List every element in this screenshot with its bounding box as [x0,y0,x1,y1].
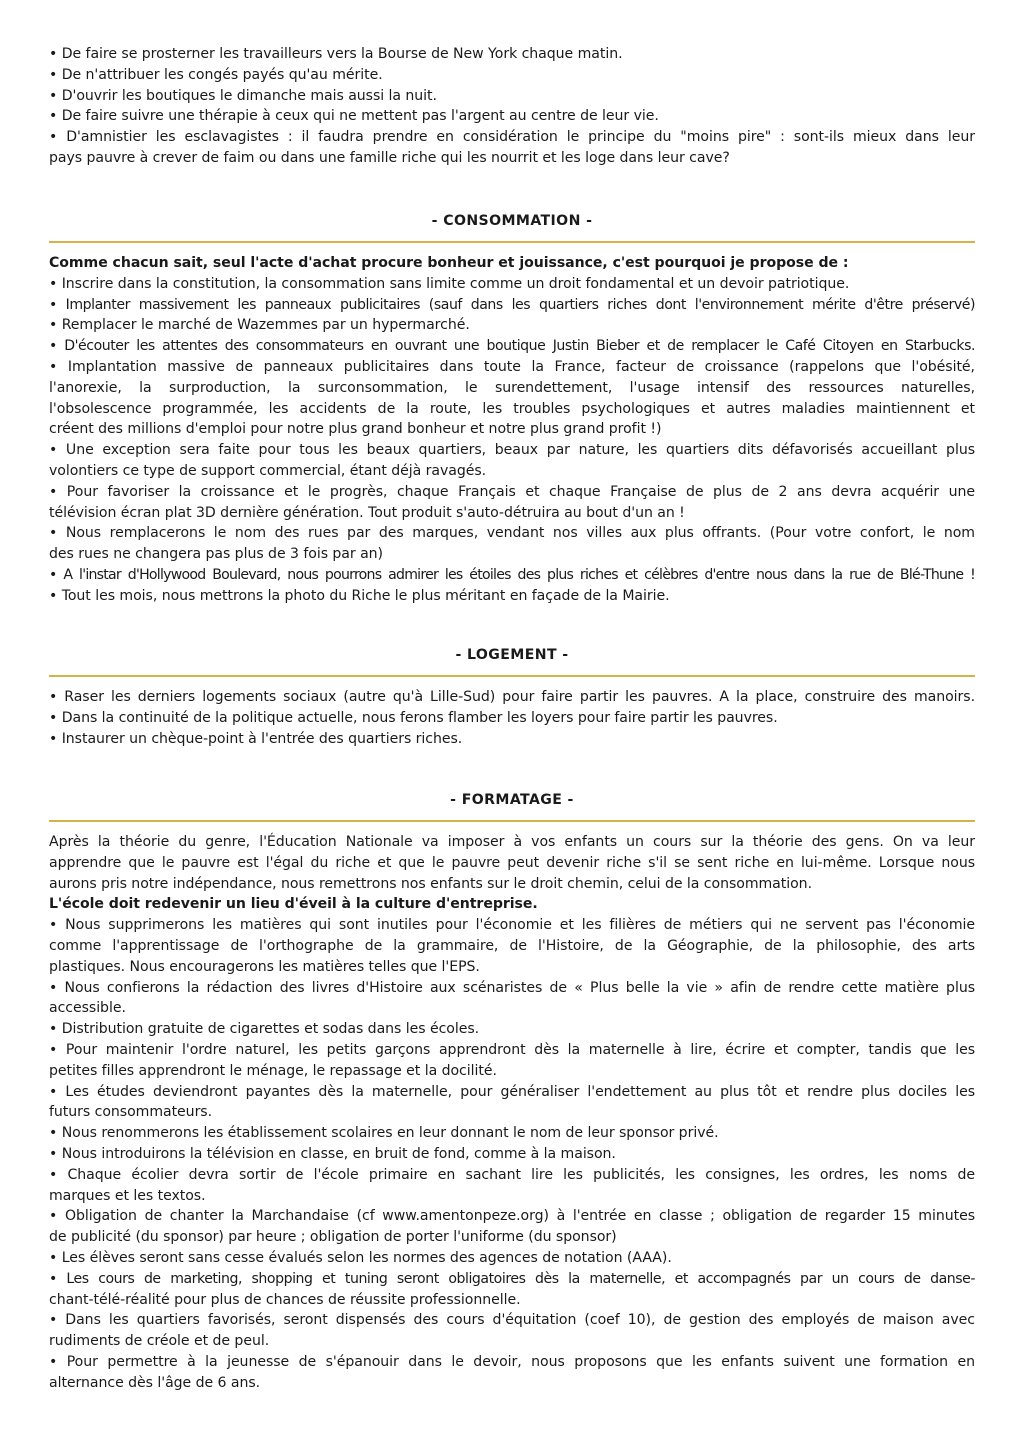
section-divider [49,675,975,677]
list-item: • Instaurer un chèque-point à l'entrée des quartiers riches. [49,730,463,747]
list-item: marques et les textos. [49,1187,206,1204]
list-item: des rues ne changera pas plus de 3 fois par an) [49,546,383,563]
list-item: • Chaque écolier devra sortir de l'école primaire en sachant lire les publicités, les consignes, les ordres, les noms de [49,1166,975,1183]
paragraph-line: apprendre que le pauvre est l'égal du riche et que le pauvre peut devenir riche s'il se sent riche en lui-même. Lorsque nous [49,854,975,871]
paragraph-line: aurons pris notre indépendance, nous remettrons nos enfants sur le droit chemin, celui de la consommation. [49,875,812,892]
list-item: • Remplacer le marché de Wazemmes par un hypermarché. [49,317,470,334]
list-item: • Dans les quartiers favorisés, seront dispensés des cours d'équitation (coef 10), de gestion des employés de maison avec [49,1312,975,1329]
list-item: l'obsolescence programmée, les accidents de la route, les troubles psychologiques et autres maladies maintiennent et [49,400,975,417]
intro-line: • D'amnistier les esclavagistes : il faudra prendre en considération le principe du "moins pire" : sont-ils mieux dans leur [49,129,975,146]
list-item: • Implanter massivement les panneaux publicitaires (sauf dans les quartiers riches dont l'environnement mérite d'être préservé) [49,296,975,313]
list-item: comme l'apprentissage de l'orthographe de la grammaire, de l'Histoire, de la Géographie, de la philosophie, des arts [49,937,975,954]
list-item: • Tout les mois, nous mettrons la photo du Riche le plus méritant en façade de la Mairie. [49,587,670,604]
list-item: • Les études deviendront payantes dès la maternelle, pour généraliser l'endettement au plus tôt et rendre plus dociles les [49,1083,975,1100]
list-item: • Obligation de chanter la Marchandaise (cf www.amentonpeze.org) à l'entrée en classe ; obligation de regarder 15 minutes [49,1208,975,1225]
list-item: • Pour favoriser la croissance et le progrès, chaque Français et chaque Française de plus de 2 ans devra acquérir une [49,483,975,500]
section-intro: Comme chacun sait, seul l'acte d'achat procure bonheur et jouissance, c'est pourquoi je propose de : [49,255,849,271]
emphasis-line: L'école doit redevenir un lieu d'éveil à la culture d'entreprise. [49,896,538,913]
list-item: • Pour permettre à la jeunesse de s'épanouir dans le devoir, nous proposons que les enfants suivent une formation en [49,1353,975,1370]
list-item: • A l'instar d'Hollywood Boulevard, nous pourrons admirer les étoiles des plus riches et célèbres d'entre nous dans la rue de Blé-Thune ! [49,566,975,583]
list-item: • Pour maintenir l'ordre naturel, les petits garçons apprendront dès la maternelle à lire, écrire et compter, tandis que les [49,1041,975,1058]
list-item: plastiques. Nous encouragerons les matières telles que l'EPS. [49,958,480,975]
list-item: chant-télé-réalité pour plus de chances de réussite professionnelle. [49,1291,521,1308]
list-item: accessible. [49,1000,126,1017]
list-item: créent des millions d'emploi pour notre plus grand bonheur et notre plus grand profit !) [49,421,662,438]
intro-line: pays pauvre à crever de faim ou dans une famille riche qui les nourrit et les loge dans leur cave? [49,149,730,166]
list-item: • Nous confierons la rédaction des livres d'Histoire aux scénaristes de « Plus belle la vie » afin de rendre cette matière plus [49,979,975,996]
intro-line: • De faire suivre une thérapie à ceux qui ne mettent pas l'argent au centre de leur vie. [49,108,659,125]
list-item: • D'écouter les attentes des consommateurs en ouvrant une boutique Justin Bieber et de remplacer le Café Citoyen en Starbucks. [49,338,975,355]
paragraph-line: Après la théorie du genre, l'Éducation Nationale va imposer à vos enfants un cours sur la théorie des gens. On va leur [49,834,975,850]
section-divider [49,820,975,822]
list-item: petites filles apprendront le ménage, le repassage et la docilité. [49,1062,497,1079]
list-item: • Nous renommerons les établissement scolaires en leur donnant le nom de leur sponsor privé. [49,1125,719,1142]
list-item: • Une exception sera faite pour tous les beaux quartiers, beaux par nature, les quartiers dits défavorisés accueillant plus [49,442,975,459]
list-item: l'anorexie, la surproduction, la surconsommation, le surendettement, l'usage intensif des ressources naturelles, [49,379,975,396]
section-formatage [49,790,975,1394]
section-heading: - CONSOMMATION - [431,213,593,229]
list-item: • Raser les derniers logements sociaux (autre qu'à Lille-Sud) pour faire partir les pauvres. A la place, construire des manoirs. [49,689,975,705]
section-logement [49,645,975,749]
list-item: • Nous supprimerons les matières qui sont inutiles pour l'économie et les filières de métiers qui ne servent pas l'économie [49,917,975,934]
section-heading: - FORMATAGE - [450,792,574,808]
list-item: rudiments de créole et de peul. [49,1333,270,1350]
list-item: télévision écran plat 3D dernière génération. Tout produit s'auto-détruira au bout d'un an ! [49,504,685,521]
list-item: • Dans la continuité de la politique actuelle, nous ferons flamber les loyers pour faire partir les pauvres. [49,709,778,726]
section-divider [49,241,975,243]
intro-line: • De faire se prosterner les travailleurs vers la Bourse de New York chaque matin. [49,46,623,62]
list-item: • Nous remplacerons le nom des rues par des marques, vendant nos villes aux plus offrants. (Pour votre confort, le nom [49,525,975,542]
list-item: • Distribution gratuite de cigarettes et sodas dans les écoles. [49,1021,480,1038]
list-item: • Implantation massive de panneaux publicitaires dans toute la France, facteur de croissance (rappelons que l'obésité, [49,358,975,375]
list-item: futurs consommateurs. [49,1104,213,1121]
list-item: de publicité (du sponsor) par heure ; obligation de porter l'uniforme (du sponsor) [49,1229,617,1246]
intro-line: • D'ouvrir les boutiques le dimanche mais aussi la nuit. [49,87,437,104]
list-item: alternance dès l'âge de 6 ans. [49,1374,261,1391]
section-heading: - LOGEMENT - [455,647,569,663]
list-item: volontiers ce type de support commercial, étant déjà ravagés. [49,462,487,479]
list-item: • Inscrire dans la constitution, la consommation sans limite comme un droit fondamental et un devoir patriotique. [49,275,850,292]
intro-list [49,44,975,169]
intro-line: • De n'attribuer les congés payés qu'au mérite. [49,66,383,83]
list-item: • Les cours de marketing, shopping et tuning seront obligatoires dès la maternelle, et accompagnés par un cours de danse- [49,1270,975,1287]
list-item: • Les élèves seront sans cesse évalués selon les normes des agences de notation (AAA). [49,1249,672,1266]
section-consommation [49,211,975,607]
list-item: • Nous introduirons la télévision en classe, en bruit de fond, comme à la maison. [49,1145,616,1162]
